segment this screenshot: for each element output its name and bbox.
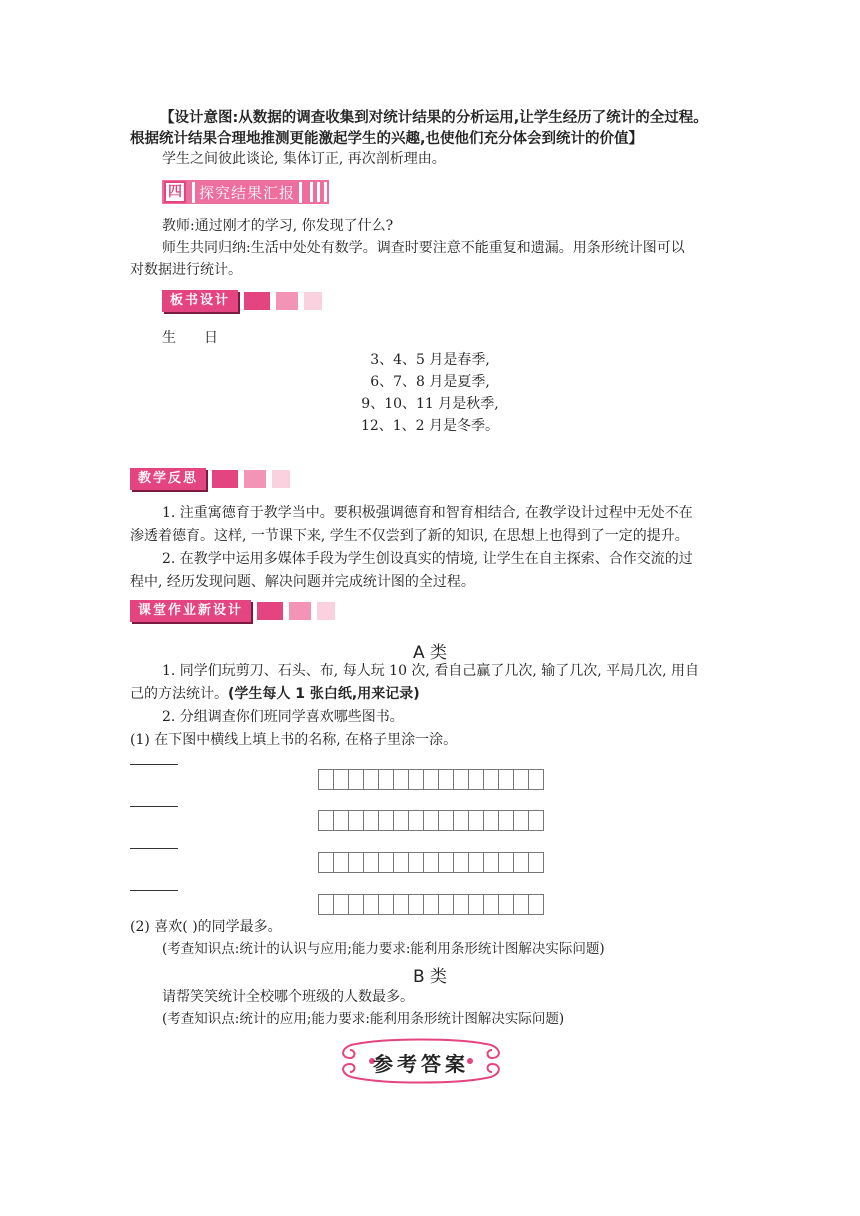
bar-grid-1[interactable] bbox=[318, 769, 544, 790]
a2-text: 2. 分组调查你们班同学喜欢哪些图书。 bbox=[162, 709, 404, 725]
bar-grid-2[interactable] bbox=[318, 810, 544, 831]
a2-sub1: (1) 在下图中横线上填上书的名称, 在格子里涂一涂。 bbox=[130, 732, 458, 748]
bar-grid-3[interactable] bbox=[318, 852, 544, 873]
book-name-line-1[interactable] bbox=[130, 764, 178, 765]
a1-line2-text: 己的方法统计。 bbox=[130, 686, 228, 702]
decor-square bbox=[244, 470, 266, 488]
board-line-1: 3、4、5 月是春季, bbox=[370, 352, 490, 368]
a1-line1: 1. 同学们玩剪刀、石头、布, 每人玩 10 次, 看自己赢了几次, 输了几次, 平局几次, 用自 bbox=[162, 663, 700, 679]
b-heading: B 类 bbox=[412, 967, 448, 987]
summary-line1: 师生共同归纳:生活中处处有数学。调查时要注意不能重复和遗漏。用条形统计图可以 bbox=[162, 240, 685, 256]
reflection-p1-line1: 1. 注重寓德育于教学当中。要积极强调德育和智育相结合, 在教学设计过程中无处不在 bbox=[162, 505, 693, 521]
answer-ornament bbox=[336, 1036, 506, 1086]
board-design-banner bbox=[162, 290, 322, 312]
reflection-p1-line2: 渗透着德育。这样, 一节课下来, 学生不仅尝到了新的知识, 在思想上也得到了一定的提升。 bbox=[130, 528, 689, 544]
decor-square bbox=[289, 602, 311, 620]
decor-square bbox=[276, 292, 298, 310]
b-note: (考查知识点:统计的应用;能力要求:能利用条形统计图解决实际问题) bbox=[162, 1011, 565, 1027]
decor-square bbox=[272, 470, 290, 488]
homework-title: 课堂作业新设计 bbox=[130, 600, 251, 622]
book-name-line-4[interactable] bbox=[130, 890, 178, 891]
section-4-banner bbox=[162, 180, 329, 204]
book-name-line-2[interactable] bbox=[130, 806, 178, 807]
reflection-title: 教学反思 bbox=[130, 468, 206, 490]
reflection-p2-line1: 2. 在教学中运用多媒体手段为学生创设真实的情境, 让学生在自主探索、合作交流的过 bbox=[162, 551, 693, 567]
homework-banner bbox=[130, 600, 335, 622]
a1-line2-note: (学生每人 1 张白纸,用来记录) bbox=[228, 686, 420, 702]
answer-title: 参考答案 bbox=[373, 1052, 469, 1076]
reflection-p2-line2: 程中, 经历发现问题、解决问题并完成统计图的全过程。 bbox=[130, 574, 475, 590]
bar-grid-4[interactable] bbox=[318, 894, 544, 915]
b1-text: 请帮笑笑统计全校哪个班级的人数最多。 bbox=[162, 989, 414, 1005]
decor-square bbox=[212, 470, 238, 488]
board-design-title: 板书设计 bbox=[162, 290, 238, 312]
a-heading: A 类 bbox=[412, 643, 448, 663]
a2-sub2: (2) 喜欢( )的同学最多。 bbox=[130, 919, 282, 935]
summary-line2: 对数据进行统计。 bbox=[130, 262, 242, 278]
board-heading: 生 日 bbox=[162, 330, 218, 346]
decorative-bars bbox=[306, 182, 327, 202]
board-line-3: 9、10、11 月是秋季, bbox=[361, 396, 499, 412]
decor-square bbox=[257, 602, 283, 620]
board-line-2: 6、7、8 月是夏季, bbox=[370, 374, 490, 390]
design-intent-line1: 【设计意图:从数据的调查收集到对统计结果的分析运用,让学生经历了统计的全过程。 bbox=[160, 110, 708, 126]
decor-square bbox=[304, 292, 322, 310]
section-label: 探究结果汇报 bbox=[192, 182, 302, 203]
decor-square bbox=[317, 602, 335, 620]
discuss-text: 学生之间彼此谈论, 集体订正, 再次剖析理由。 bbox=[162, 151, 446, 167]
a-note: (考查知识点:统计的认识与应用;能力要求:能利用条形统计图解决实际问题) bbox=[162, 941, 605, 957]
decor-square bbox=[244, 292, 270, 310]
section-number: 四 bbox=[164, 181, 186, 203]
board-line-4: 12、1、2 月是冬季。 bbox=[360, 418, 500, 434]
book-name-line-3[interactable] bbox=[130, 848, 178, 849]
design-intent-line2: 根据统计结果合理地推测更能激起学生的兴趣,也使他们充分体会到统计的价值】 bbox=[130, 131, 644, 147]
reflection-banner bbox=[130, 468, 290, 490]
teacher-question: 教师:通过刚才的学习, 你发现了什么? bbox=[162, 218, 394, 234]
